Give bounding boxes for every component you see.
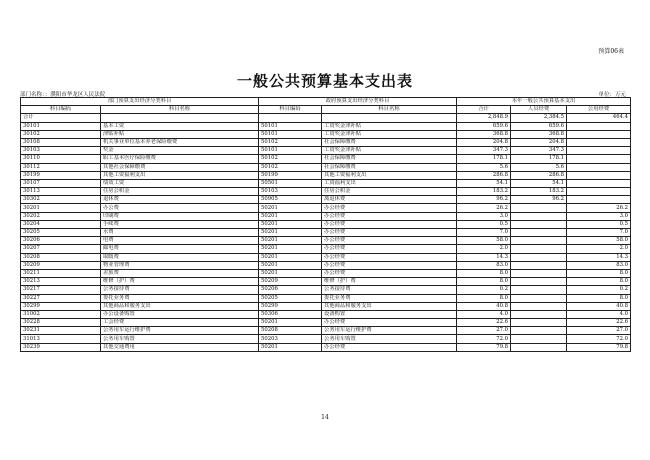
dept-name-cell: 办公设备购置 — [101, 310, 259, 318]
dept-code-cell: 30112 — [21, 163, 101, 171]
total-public: 464.4 — [567, 114, 631, 122]
personnel-cell — [511, 237, 567, 245]
dept-name-cell: 差旅费 — [101, 269, 259, 277]
form-id-label: 预算06表 — [598, 48, 624, 55]
gov-code-cell: 50201 — [259, 253, 322, 261]
gov-code-cell: 50206 — [259, 286, 322, 294]
dept-code-cell: 30231 — [21, 327, 101, 335]
dept-name-cell: 其他工资福利支出 — [101, 171, 259, 179]
total-cell: 8.0 — [457, 278, 511, 286]
gov-name-cell: 维修（护）费 — [322, 278, 457, 286]
unit-label: 单位：万元 — [598, 92, 626, 98]
header-group-row — [21, 98, 631, 106]
gov-code-cell: 50201 — [259, 261, 322, 269]
public-cell — [567, 196, 631, 204]
table-row — [21, 286, 631, 294]
table-row — [21, 122, 631, 130]
column-header: 合计 — [457, 106, 511, 114]
gov-code-cell: 50101 — [259, 122, 322, 130]
table-row — [21, 155, 631, 163]
gov-name-cell: 办公经费 — [322, 212, 457, 220]
personnel-cell — [511, 269, 567, 277]
dept-code-cell: 30239 — [21, 343, 101, 351]
gov-code-cell: 50201 — [259, 245, 322, 253]
personnel-cell — [511, 220, 567, 228]
personnel-cell — [511, 253, 567, 261]
gov-name-cell: 公务接待费 — [322, 286, 457, 294]
total-cell: 40.8 — [457, 302, 511, 310]
personnel-cell: 286.8 — [511, 171, 567, 179]
total-row — [21, 114, 631, 122]
public-cell: 72.0 — [567, 335, 631, 343]
dept-name-cell: 物业管理费 — [101, 261, 259, 269]
total-cell: 26.2 — [457, 204, 511, 212]
table-row — [21, 163, 631, 171]
dept-name-cell: 水费 — [101, 229, 259, 237]
gov-name-cell: 其他商品和服务支出 — [322, 302, 457, 310]
dept-code-cell: 30213 — [21, 278, 101, 286]
table-row — [21, 335, 631, 343]
public-cell: 4.0 — [567, 310, 631, 318]
gov-code-cell: 50201 — [259, 220, 322, 228]
personnel-cell — [511, 327, 567, 335]
gov-name-cell: 办公经费 — [322, 261, 457, 269]
personnel-cell — [511, 335, 567, 343]
personnel-cell — [511, 310, 567, 318]
table-cell — [101, 114, 259, 122]
dept-code-cell: 30207 — [21, 245, 101, 253]
department-name: 部门名称：：濮阳市华龙区人民法院 — [20, 92, 106, 98]
gov-code-cell: 50102 — [259, 163, 322, 171]
personnel-cell — [511, 261, 567, 269]
total-cell: 286.8 — [457, 171, 511, 179]
gov-name-cell: 办公经费 — [322, 245, 457, 253]
dept-name-cell: 公务用车购置 — [101, 335, 259, 343]
table-row — [21, 245, 631, 253]
column-header: 科目编码 — [259, 106, 322, 114]
dept-name-cell: 邮电费 — [101, 245, 259, 253]
dept-code-cell: 30101 — [21, 122, 101, 130]
gov-name-cell: 办公经费 — [322, 220, 457, 228]
public-cell — [567, 122, 631, 130]
gov-name-cell: 办公经费 — [322, 237, 457, 245]
gov-name-cell: 工资奖金津补贴 — [322, 122, 457, 130]
total-sum: 2,848.9 — [457, 114, 511, 122]
total-cell: 368.8 — [457, 130, 511, 138]
total-cell: 659.6 — [457, 122, 511, 130]
public-cell: 26.2 — [567, 204, 631, 212]
header-group-budget: 本年一般公共预算基本支出 — [457, 98, 631, 106]
public-cell: 40.8 — [567, 302, 631, 310]
gov-name-cell: 委托业务费 — [322, 294, 457, 302]
gov-name-cell: 社会保障缴费 — [322, 138, 457, 146]
dept-code-cell: 30107 — [21, 179, 101, 187]
gov-name-cell: 离退休费 — [322, 196, 457, 204]
dept-name-cell: 电费 — [101, 237, 259, 245]
table-row — [21, 327, 631, 335]
table-cell — [259, 114, 322, 122]
total-cell: 83.0 — [457, 261, 511, 269]
dept-code-cell: 30302 — [21, 196, 101, 204]
public-cell — [567, 138, 631, 146]
dept-code-cell: 30110 — [21, 155, 101, 163]
gov-code-cell: 50103 — [259, 188, 322, 196]
total-cell: 27.0 — [457, 327, 511, 335]
dept-code-cell: 30108 — [21, 138, 101, 146]
dept-code-cell: 30201 — [21, 204, 101, 212]
budget-table — [20, 97, 631, 352]
gov-code-cell: 50201 — [259, 212, 322, 220]
personnel-cell — [511, 286, 567, 294]
column-header: 科目编码 — [21, 106, 101, 114]
gov-name-cell: 其他工资福利支出 — [322, 171, 457, 179]
gov-name-cell: 公务用车运行维护费 — [322, 327, 457, 335]
public-cell: 2.0 — [567, 245, 631, 253]
gov-code-cell: 50306 — [259, 310, 322, 318]
gov-code-cell: 50501 — [259, 179, 322, 187]
personnel-cell: 5.6 — [511, 163, 567, 171]
dept-code-cell: 30209 — [21, 261, 101, 269]
total-cell: 54.1 — [457, 179, 511, 187]
public-cell — [567, 130, 631, 138]
personnel-cell: 368.8 — [511, 130, 567, 138]
gov-code-cell: 50102 — [259, 138, 322, 146]
table-row — [21, 229, 631, 237]
dept-name-cell: 绩效工资 — [101, 179, 259, 187]
public-cell: 83.0 — [567, 261, 631, 269]
dept-name-cell: 维修（护）费 — [101, 278, 259, 286]
table-row — [21, 196, 631, 204]
table-row — [21, 319, 631, 327]
dept-code-cell: 30217 — [21, 286, 101, 294]
dept-code-cell: 31002 — [21, 310, 101, 318]
total-cell: 96.2 — [457, 196, 511, 204]
dept-name-cell: 取暖费 — [101, 253, 259, 261]
dept-code-cell: 30211 — [21, 269, 101, 277]
dept-name-cell: 退休费 — [101, 196, 259, 204]
table-row — [21, 269, 631, 277]
total-cell: 7.0 — [457, 229, 511, 237]
dept-name-cell: 其他交通费用 — [101, 343, 259, 351]
dept-name-cell: 工会经费 — [101, 319, 259, 327]
gov-code-cell: 50201 — [259, 319, 322, 327]
gov-code-cell: 50201 — [259, 229, 322, 237]
total-cell: 0.5 — [457, 220, 511, 228]
dept-code-cell: 30202 — [21, 212, 101, 220]
personnel-cell — [511, 294, 567, 302]
table-row — [21, 130, 631, 138]
personnel-cell — [511, 302, 567, 310]
column-header: 人员经费 — [511, 106, 567, 114]
public-cell: 27.0 — [567, 327, 631, 335]
personnel-cell: 347.3 — [511, 147, 567, 155]
dept-name-cell: 基本工资 — [101, 122, 259, 130]
total-cell: 14.3 — [457, 253, 511, 261]
total-cell: 72.0 — [457, 335, 511, 343]
table-row — [21, 237, 631, 245]
gov-name-cell: 办公经费 — [322, 229, 457, 237]
column-header: 公用经费 — [567, 106, 631, 114]
dept-code-cell: 30299 — [21, 302, 101, 310]
dept-code-cell: 30206 — [21, 237, 101, 245]
page-number: 14 — [321, 414, 329, 421]
gov-code-cell: 50101 — [259, 130, 322, 138]
table-row — [21, 147, 631, 155]
gov-code-cell: 50199 — [259, 171, 322, 179]
total-cell: 79.8 — [457, 343, 511, 351]
document-title: 一般公共预算基本支出表 — [236, 72, 413, 90]
table-row — [21, 343, 631, 351]
public-cell: 8.0 — [567, 278, 631, 286]
total-cell: 4.0 — [457, 310, 511, 318]
gov-name-cell: 住房公积金 — [322, 188, 457, 196]
dept-code-cell: 30205 — [21, 229, 101, 237]
dept-name-cell: 公务用车运行维护费 — [101, 327, 259, 335]
public-cell — [567, 155, 631, 163]
gov-code-cell: 50201 — [259, 204, 322, 212]
gov-code-cell: 50208 — [259, 327, 322, 335]
table-row — [21, 294, 631, 302]
gov-code-cell: 50205 — [259, 294, 322, 302]
total-cell: 58.0 — [457, 237, 511, 245]
column-header: 科目名称 — [322, 106, 457, 114]
public-cell: 22.6 — [567, 319, 631, 327]
table-row — [21, 171, 631, 179]
gov-code-cell: 50201 — [259, 269, 322, 277]
total-cell: 0.2 — [457, 286, 511, 294]
gov-code-cell: 50299 — [259, 302, 322, 310]
public-cell: 8.0 — [567, 294, 631, 302]
total-cell: 347.3 — [457, 147, 511, 155]
public-cell — [567, 147, 631, 155]
public-cell: 8.0 — [567, 269, 631, 277]
total-cell: 2.0 — [457, 245, 511, 253]
dept-code-cell: 30227 — [21, 294, 101, 302]
public-cell: 7.0 — [567, 229, 631, 237]
gov-name-cell: 公务用车购置 — [322, 335, 457, 343]
public-cell: 0.5 — [567, 220, 631, 228]
gov-name-cell: 办公经费 — [322, 343, 457, 351]
dept-name-cell: 奖金 — [101, 147, 259, 155]
dept-name-cell: 公务接待费 — [101, 286, 259, 294]
dept-code-cell: 30204 — [21, 220, 101, 228]
personnel-cell: 183.2 — [511, 188, 567, 196]
public-cell — [567, 171, 631, 179]
total-label: 合计 — [21, 114, 101, 122]
total-cell: 8.0 — [457, 269, 511, 277]
header-group-gov: 政府预算支出经济分类科目 — [259, 98, 457, 106]
total-cell: 178.1 — [457, 155, 511, 163]
dept-name-cell: 职工基本医疗保险缴费 — [101, 155, 259, 163]
total-cell: 5.6 — [457, 163, 511, 171]
gov-code-cell: 50102 — [259, 155, 322, 163]
column-header: 科目名称 — [101, 106, 259, 114]
dept-name-cell: 机关事业单位基本养老保险缴费 — [101, 138, 259, 146]
table-cell — [322, 114, 457, 122]
total-cell: 22.6 — [457, 319, 511, 327]
gov-code-cell: 50209 — [259, 278, 322, 286]
gov-code-cell: 50101 — [259, 147, 322, 155]
gov-name-cell: 办公经费 — [322, 204, 457, 212]
table-row — [21, 253, 631, 261]
table-row — [21, 261, 631, 269]
gov-name-cell: 办公经费 — [322, 269, 457, 277]
public-cell: 3.0 — [567, 212, 631, 220]
personnel-cell — [511, 319, 567, 327]
personnel-cell — [511, 204, 567, 212]
total-personnel: 2,384.5 — [511, 114, 567, 122]
personnel-cell: 96.2 — [511, 196, 567, 204]
personnel-cell: 204.8 — [511, 138, 567, 146]
dept-name-cell: 住房公积金 — [101, 188, 259, 196]
dept-name-cell: 其他社会保障缴费 — [101, 163, 259, 171]
personnel-cell — [511, 278, 567, 286]
public-cell: 79.8 — [567, 343, 631, 351]
public-cell — [567, 188, 631, 196]
table-row — [21, 188, 631, 196]
header-group-dept: 部门预算支出经济分类科目 — [21, 98, 259, 106]
gov-code-cell: 50201 — [259, 343, 322, 351]
personnel-cell — [511, 229, 567, 237]
public-cell: 0.2 — [567, 286, 631, 294]
gov-name-cell: 办公经费 — [322, 253, 457, 261]
personnel-cell: 54.1 — [511, 179, 567, 187]
table-row — [21, 278, 631, 286]
total-cell: 3.0 — [457, 212, 511, 220]
dept-code-cell: 31013 — [21, 335, 101, 343]
dept-code-cell: 30208 — [21, 253, 101, 261]
table-row — [21, 220, 631, 228]
gov-code-cell: 50201 — [259, 237, 322, 245]
table-row — [21, 138, 631, 146]
public-cell — [567, 179, 631, 187]
public-cell: 14.3 — [567, 253, 631, 261]
dept-code-cell: 30103 — [21, 147, 101, 155]
gov-code-cell: 50203 — [259, 335, 322, 343]
dept-code-cell: 30102 — [21, 130, 101, 138]
table-row — [21, 212, 631, 220]
dept-name-cell: 其他商品和服务支出 — [101, 302, 259, 310]
gov-name-cell: 工资奖金津补贴 — [322, 130, 457, 138]
dept-code-cell: 30228 — [21, 319, 101, 327]
gov-code-cell: 50905 — [259, 196, 322, 204]
table-row — [21, 179, 631, 187]
dept-code-cell: 30113 — [21, 188, 101, 196]
total-cell: 183.2 — [457, 188, 511, 196]
public-cell: 58.0 — [567, 237, 631, 245]
gov-name-cell: 社会保障缴费 — [322, 155, 457, 163]
total-cell: 204.8 — [457, 138, 511, 146]
gov-name-cell: 社会保障缴费 — [322, 163, 457, 171]
public-cell — [567, 163, 631, 171]
gov-name-cell: 办公经费 — [322, 319, 457, 327]
gov-name-cell: 工资奖金津补贴 — [322, 147, 457, 155]
personnel-cell — [511, 212, 567, 220]
personnel-cell: 659.6 — [511, 122, 567, 130]
dept-name-cell: 印刷费 — [101, 212, 259, 220]
gov-name-cell: 设备购置 — [322, 310, 457, 318]
personnel-cell — [511, 245, 567, 253]
table-row — [21, 204, 631, 212]
header-column-row — [21, 106, 631, 114]
dept-name-cell: 委托业务费 — [101, 294, 259, 302]
total-cell: 8.0 — [457, 294, 511, 302]
dept-name-cell: 津贴补贴 — [101, 130, 259, 138]
gov-name-cell: 工资福利支出 — [322, 179, 457, 187]
table-row — [21, 302, 631, 310]
table-body — [21, 114, 631, 351]
personnel-cell — [511, 343, 567, 351]
table-row — [21, 310, 631, 318]
dept-code-cell: 30199 — [21, 171, 101, 179]
dept-name-cell: 手续费 — [101, 220, 259, 228]
dept-name-cell: 办公费 — [101, 204, 259, 212]
personnel-cell: 178.1 — [511, 155, 567, 163]
